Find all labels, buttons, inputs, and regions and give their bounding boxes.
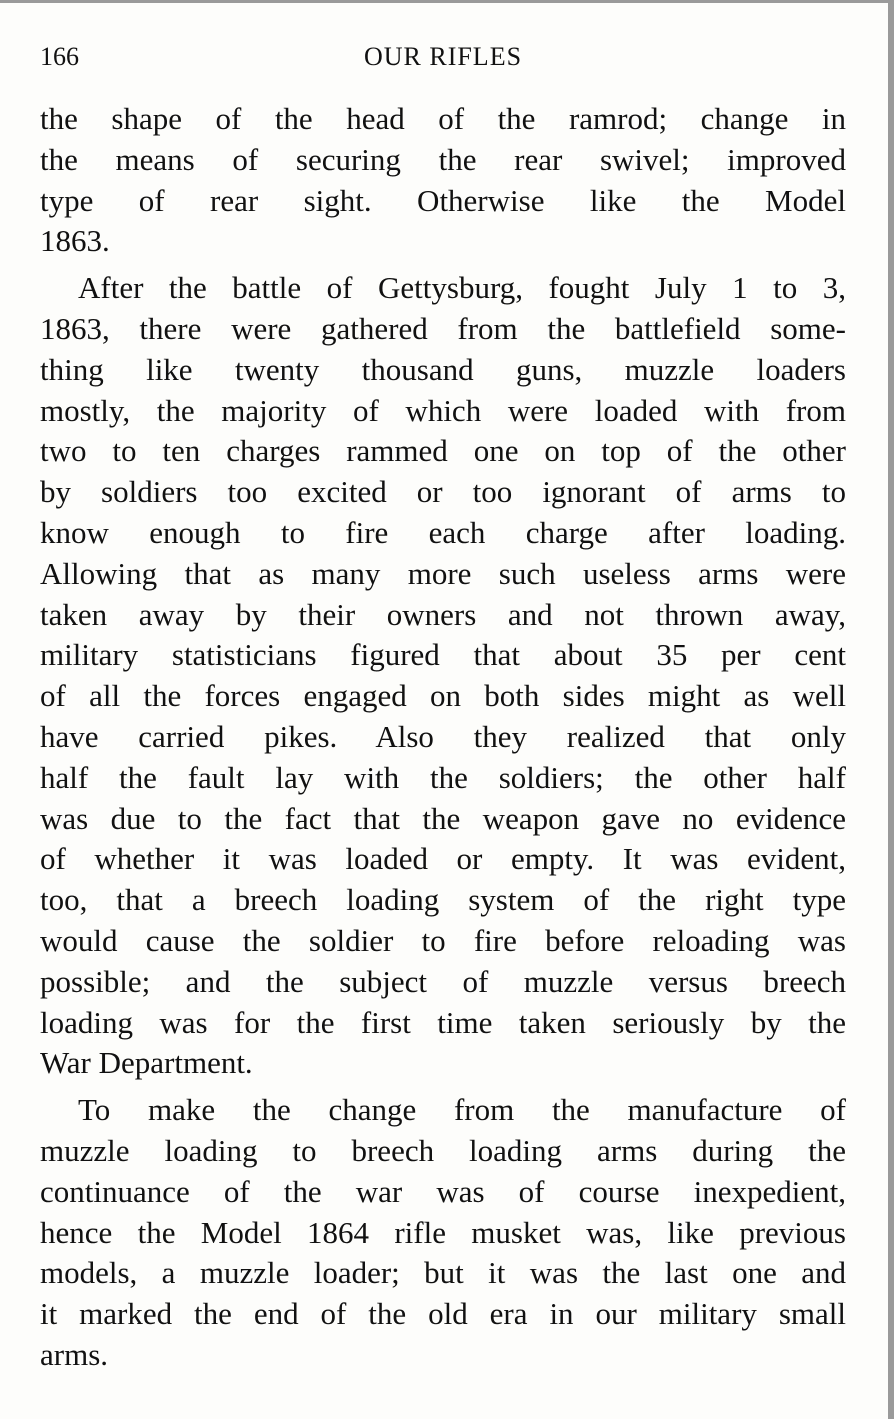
text-line: continuance of the war was of course inexpedient, xyxy=(40,1173,846,1209)
paragraph-3 xyxy=(40,1090,846,1376)
text-line: 1863, there were gathered from the battlefield some- xyxy=(40,310,846,346)
text-line: the means of securing the rear swivel; improved xyxy=(40,141,846,177)
text-line: know enough to fire each charge after loading. xyxy=(40,514,846,550)
body-text xyxy=(40,99,846,1376)
text-line: of whether it was loaded or empty. It was evident, xyxy=(40,841,846,877)
text-line: To make the change from the manufacture of xyxy=(78,1092,846,1128)
text-line: the shape of the head of the ramrod; change in xyxy=(40,101,846,136)
text-line: taken away by their owners and not thrown away, xyxy=(40,596,846,632)
text-line: hence the Model 1864 rifle musket was, like previous xyxy=(40,1214,846,1250)
text-line: War Department. xyxy=(40,1045,253,1081)
text-line: was due to the fact that the weapon gave no evidence xyxy=(40,800,846,836)
text-line: loading was for the first time taken seriously by the xyxy=(40,1004,846,1040)
text-line: have carried pikes. Also they realized that only xyxy=(40,718,846,754)
scan-top-edge xyxy=(0,0,894,3)
text-line: military statisticians figured that about 35 per cent xyxy=(40,637,846,673)
text-line: too, that a breech loading system of the right type xyxy=(40,882,846,918)
text-line: two to ten charges rammed one on top of the other xyxy=(40,433,846,469)
paragraph-2 xyxy=(40,268,846,1084)
text-line: possible; and the subject of muzzle versus breech xyxy=(40,963,846,999)
scan-right-edge xyxy=(888,0,894,1419)
text-line: of all the forces engaged on both sides might as well xyxy=(40,678,846,714)
text-line: thing like twenty thousand guns, muzzle loaders xyxy=(40,351,846,387)
text-line: After the battle of Gettysburg, fought July 1 to 3, xyxy=(78,270,846,306)
page-number: 166 xyxy=(40,42,79,71)
text-line: Allowing that as many more such useless arms were xyxy=(40,555,846,591)
text-line: models, a muzzle loader; but it was the last one and xyxy=(40,1255,846,1291)
text-line: it marked the end of the old era in our military small xyxy=(40,1296,846,1332)
text-line: half the fault lay with the soldiers; the other half xyxy=(40,759,846,795)
text-line: 1863. xyxy=(40,223,110,259)
text-line: would cause the soldier to fire before reloading was xyxy=(40,922,846,958)
running-head xyxy=(40,40,846,74)
text-line: type of rear sight. Otherwise like the Model xyxy=(40,182,846,218)
running-title: OUR RIFLES xyxy=(363,42,523,71)
text-line: mostly, the majority of which were loaded with from xyxy=(40,392,846,428)
text-line: by soldiers too excited or too ignorant of arms to xyxy=(40,474,846,510)
text-line: arms. xyxy=(40,1336,109,1372)
text-line: muzzle loading to breech loading arms during the xyxy=(40,1132,846,1168)
paragraph-1 xyxy=(40,99,846,262)
